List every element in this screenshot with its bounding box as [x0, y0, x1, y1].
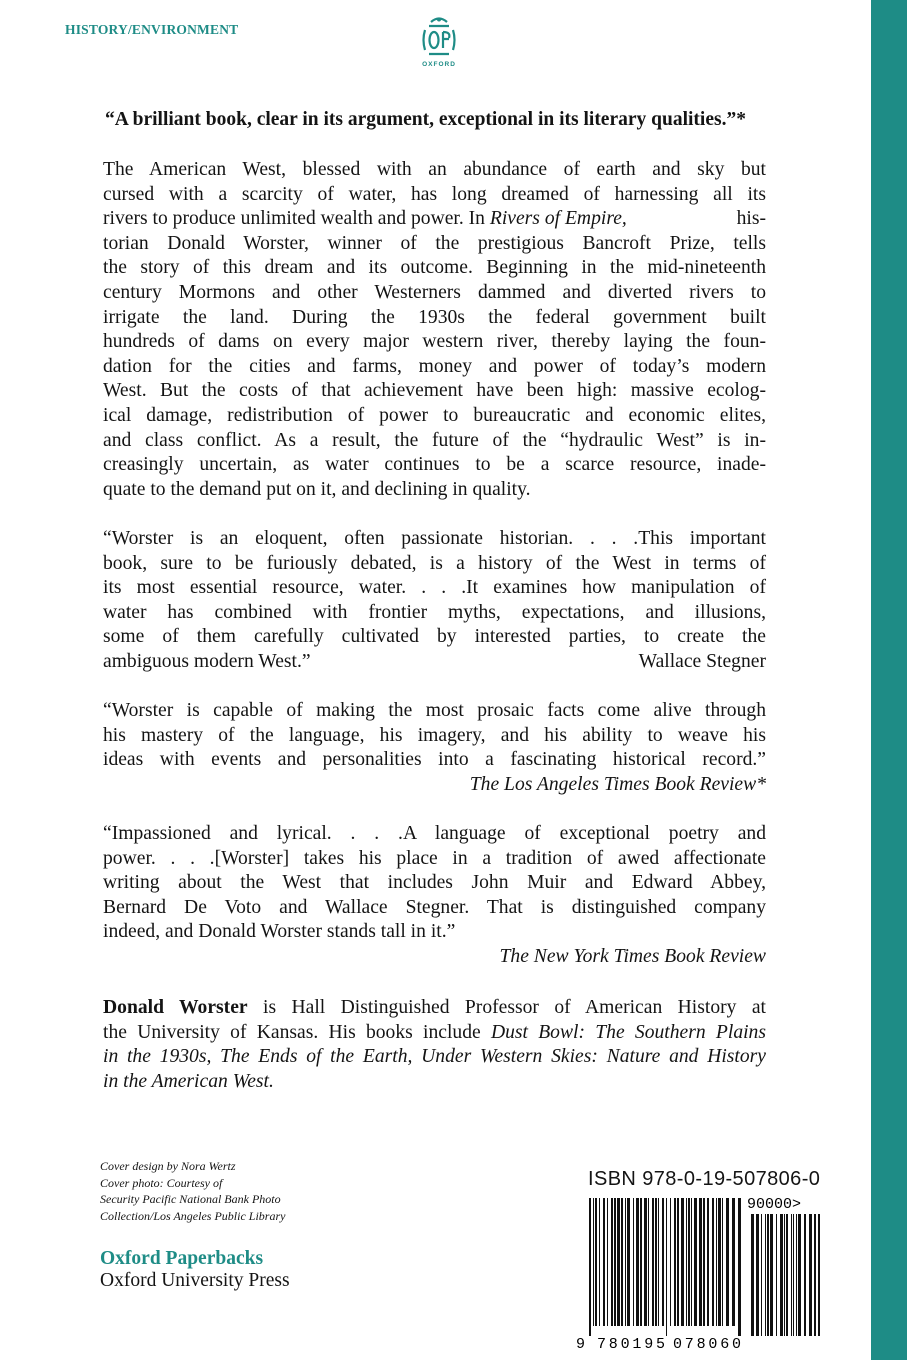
- barcode-bar: [686, 1198, 687, 1326]
- book-description: [103, 158, 766, 502]
- isbn-barcode: [575, 1192, 833, 1352]
- barcode-bar: [793, 1214, 794, 1336]
- barcode-bar: [738, 1198, 741, 1336]
- quote-line: ideas with events and personalities into a fascinating historical record.”: [103, 749, 766, 771]
- barcode-bar: [688, 1198, 690, 1326]
- desc-line: dation for the cities and farms, money and power of today’s modern: [103, 355, 766, 377]
- series-name: Oxford Paperbacks: [100, 1248, 264, 1269]
- credit-line: Cover design by Nora Wertz: [100, 1159, 236, 1173]
- credit-line: Security Pacific National Bank Photo: [100, 1192, 281, 1206]
- barcode-bar: [765, 1214, 766, 1336]
- bio-line: [103, 996, 766, 1021]
- barcode-bar: [593, 1198, 594, 1326]
- desc-line: [103, 207, 766, 232]
- barcode-bar: [625, 1198, 626, 1326]
- quote-line: book, sure to be furiously debated, is a history of the West in terms of: [103, 552, 766, 574]
- quote-line: “Worster is capable of making the most prosaic facts come alive through: [103, 700, 766, 721]
- bio-book-title: Dust Bowl: The Southern Plains: [490, 1021, 766, 1043]
- cover-credits: [100, 1158, 285, 1224]
- price-addon-bars: [751, 1214, 820, 1336]
- barcode-bar: [784, 1214, 785, 1336]
- review-quote-ny-times: [103, 822, 766, 970]
- barcode-bar: [636, 1198, 639, 1326]
- barcode-bar: [677, 1198, 679, 1326]
- barcode-bar: [796, 1214, 797, 1336]
- barcode-bar: [716, 1198, 717, 1326]
- barcode-bar: [770, 1214, 773, 1336]
- headline-quote: “A brilliant book, clear in its argument, exceptional in its literary qualities.”*: [105, 109, 746, 130]
- author-name: Donald Worster: [103, 997, 248, 1018]
- quote-line-text: ambiguous modern West.”: [103, 650, 311, 672]
- desc-line: irrigate the land. During the 1930s the federal government built: [103, 306, 766, 328]
- barcode-bar: [662, 1198, 664, 1326]
- barcode-bar: [718, 1198, 721, 1326]
- barcode-bar: [780, 1214, 783, 1336]
- publisher-name: Oxford University Press: [100, 1270, 290, 1291]
- category-label: HISTORY/ENVIRONMENT: [65, 22, 239, 37]
- barcode-bar: [670, 1198, 671, 1326]
- barcode-bar: [726, 1198, 729, 1326]
- logo-wordmark: OXFORD: [422, 61, 456, 68]
- barcode-bar: [652, 1198, 654, 1326]
- barcode-bar: [691, 1198, 692, 1326]
- barcode-bar: [648, 1198, 649, 1326]
- quote-line: “Worster is an eloquent, often passionate historian. . . .This important: [103, 528, 766, 549]
- barcode-bar: [658, 1198, 659, 1326]
- quote-line: some of them carefully cultivated by interested parties, to create the: [103, 626, 766, 648]
- barcode-bar: [603, 1198, 605, 1326]
- barcode-bar: [814, 1214, 816, 1336]
- barcode-bar: [722, 1198, 723, 1326]
- quote-line: his mastery of the language, his imagery, and his ability to weave his: [103, 724, 766, 746]
- barcode-bar: [732, 1198, 735, 1326]
- author-bio: [103, 996, 766, 1094]
- desc-line: The American West, blessed with an abundance of earth and sky but: [103, 159, 766, 180]
- barcode-bar: [681, 1198, 684, 1326]
- barcode-digits-left: 780195: [597, 1336, 665, 1352]
- desc-line-text: rivers to produce unlimited wealth and power. In: [103, 208, 490, 230]
- desc-line: West. But the costs of that achievement have been high: massive ecolog-: [103, 380, 766, 402]
- barcode-bar: [703, 1198, 705, 1326]
- credit-line: Cover photo: Courtesy of: [100, 1175, 223, 1190]
- barcode-bar: [798, 1214, 801, 1336]
- quote-source: Wallace Stegner: [638, 650, 766, 672]
- barcode-bar: [655, 1198, 657, 1326]
- quote-source: The Los Angeles Times Book Review*: [469, 773, 766, 795]
- bio-line: in the American West.: [103, 1070, 274, 1092]
- quote-line: “Impassioned and lyrical. . . .A language of exceptional poetry and: [103, 823, 766, 844]
- book-title: Rivers of Empire,: [489, 208, 627, 230]
- isbn-label: ISBN 978-0-19-507806-0: [588, 1168, 821, 1190]
- publisher-imprint: [100, 1248, 290, 1292]
- barcode-bar: [818, 1214, 820, 1336]
- bio-line: [103, 1021, 766, 1046]
- oxford-crown-logo-icon: [421, 16, 457, 60]
- spine-color-bar: [871, 0, 907, 1360]
- quote-line: [103, 650, 766, 675]
- barcode-bar: [589, 1198, 591, 1336]
- barcode-bar: [621, 1198, 623, 1326]
- barcode-lead-digit: 9: [576, 1336, 586, 1352]
- bio-text: the University of Kansas. His books include: [103, 1021, 491, 1043]
- quote-line: power. . . .[Worster] takes his place in a tradition of awed affectionate: [103, 847, 766, 869]
- desc-line: cursed with a scarcity of water, has long dreamed of harnessing all its: [103, 183, 766, 205]
- barcode-bar: [640, 1198, 642, 1326]
- review-quote-stegner: [103, 527, 766, 675]
- desc-line: and class conflict. As a result, the future of the “hydraulic West” is in-: [103, 429, 766, 451]
- barcode-bar: [694, 1198, 697, 1326]
- barcode-bar: [786, 1214, 788, 1336]
- barcode-bar: [804, 1214, 806, 1336]
- quote-line: Bernard De Voto and Wallace Stegner. That is distinguished company: [103, 896, 766, 918]
- barcode-bar: [707, 1198, 709, 1326]
- barcode-bar: [761, 1214, 762, 1336]
- barcode-bar: [767, 1214, 769, 1336]
- quote-line: writing about the West that includes John Muir and Edward Abbey,: [103, 872, 766, 894]
- desc-line-text: his-: [736, 208, 766, 230]
- quote-source: The New York Times Book Review: [499, 945, 766, 967]
- barcode-bar: [666, 1198, 667, 1336]
- review-quote-la-times: [103, 699, 766, 797]
- desc-line: torian Donald Worster, winner of the prestigious Bancroft Prize, tells: [103, 232, 766, 254]
- barcode-digits-right: 078060: [673, 1336, 741, 1352]
- barcode-bar: [776, 1214, 777, 1336]
- barcode-bar: [674, 1198, 676, 1326]
- desc-line: century Mormons and other Westerners dammed and diverted rivers to: [103, 281, 766, 303]
- barcode-bar: [599, 1198, 600, 1326]
- barcode-bar: [644, 1198, 647, 1326]
- quote-line: its most essential resource, water. . . .It examines how manipulation of: [103, 577, 766, 599]
- desc-line: creasingly uncertain, as water continues to be a scarce resource, inade-: [103, 454, 766, 476]
- desc-line: ical damage, redistribution of power to bureaucratic and economic elites,: [103, 404, 766, 426]
- desc-line: the story of this dream and its outcome. Beginning in the mid-nineteenth: [103, 257, 766, 279]
- barcode-price-code: 90000>: [747, 1196, 802, 1213]
- credit-line: Collection/Los Angeles Public Library: [100, 1208, 286, 1223]
- desc-line: quate to the demand put on it, and declining in quality.: [103, 478, 531, 500]
- barcode-bar: [756, 1214, 759, 1336]
- barcode-bar: [633, 1198, 634, 1326]
- bio-line: in the 1930s, The Ends of the Earth, Under Western Skies: Nature and History: [103, 1046, 766, 1068]
- barcode-bar: [791, 1214, 792, 1336]
- barcode-bar: [607, 1198, 608, 1326]
- publisher-logo: [412, 16, 466, 68]
- barcode-bar: [614, 1198, 616, 1326]
- barcode-bar: [611, 1198, 613, 1326]
- barcode-bar: [595, 1198, 597, 1326]
- bio-text: is Hall Distinguished Professor of American History at: [247, 997, 766, 1018]
- barcode-bar: [617, 1198, 620, 1326]
- quote-line: water has combined with frontier myths, expectations, and illusions,: [103, 601, 766, 623]
- desc-line: hundreds of dams on every major western river, thereby laying the foun-: [103, 331, 766, 353]
- barcode-bar: [751, 1214, 754, 1336]
- ean-barcode-bars: [589, 1198, 741, 1336]
- barcode-bar: [627, 1198, 630, 1326]
- barcode-bar: [712, 1198, 714, 1326]
- quote-line: indeed, and Donald Worster stands tall in it.”: [103, 921, 456, 943]
- barcode-bar: [809, 1214, 812, 1336]
- barcode-bar: [699, 1198, 702, 1326]
